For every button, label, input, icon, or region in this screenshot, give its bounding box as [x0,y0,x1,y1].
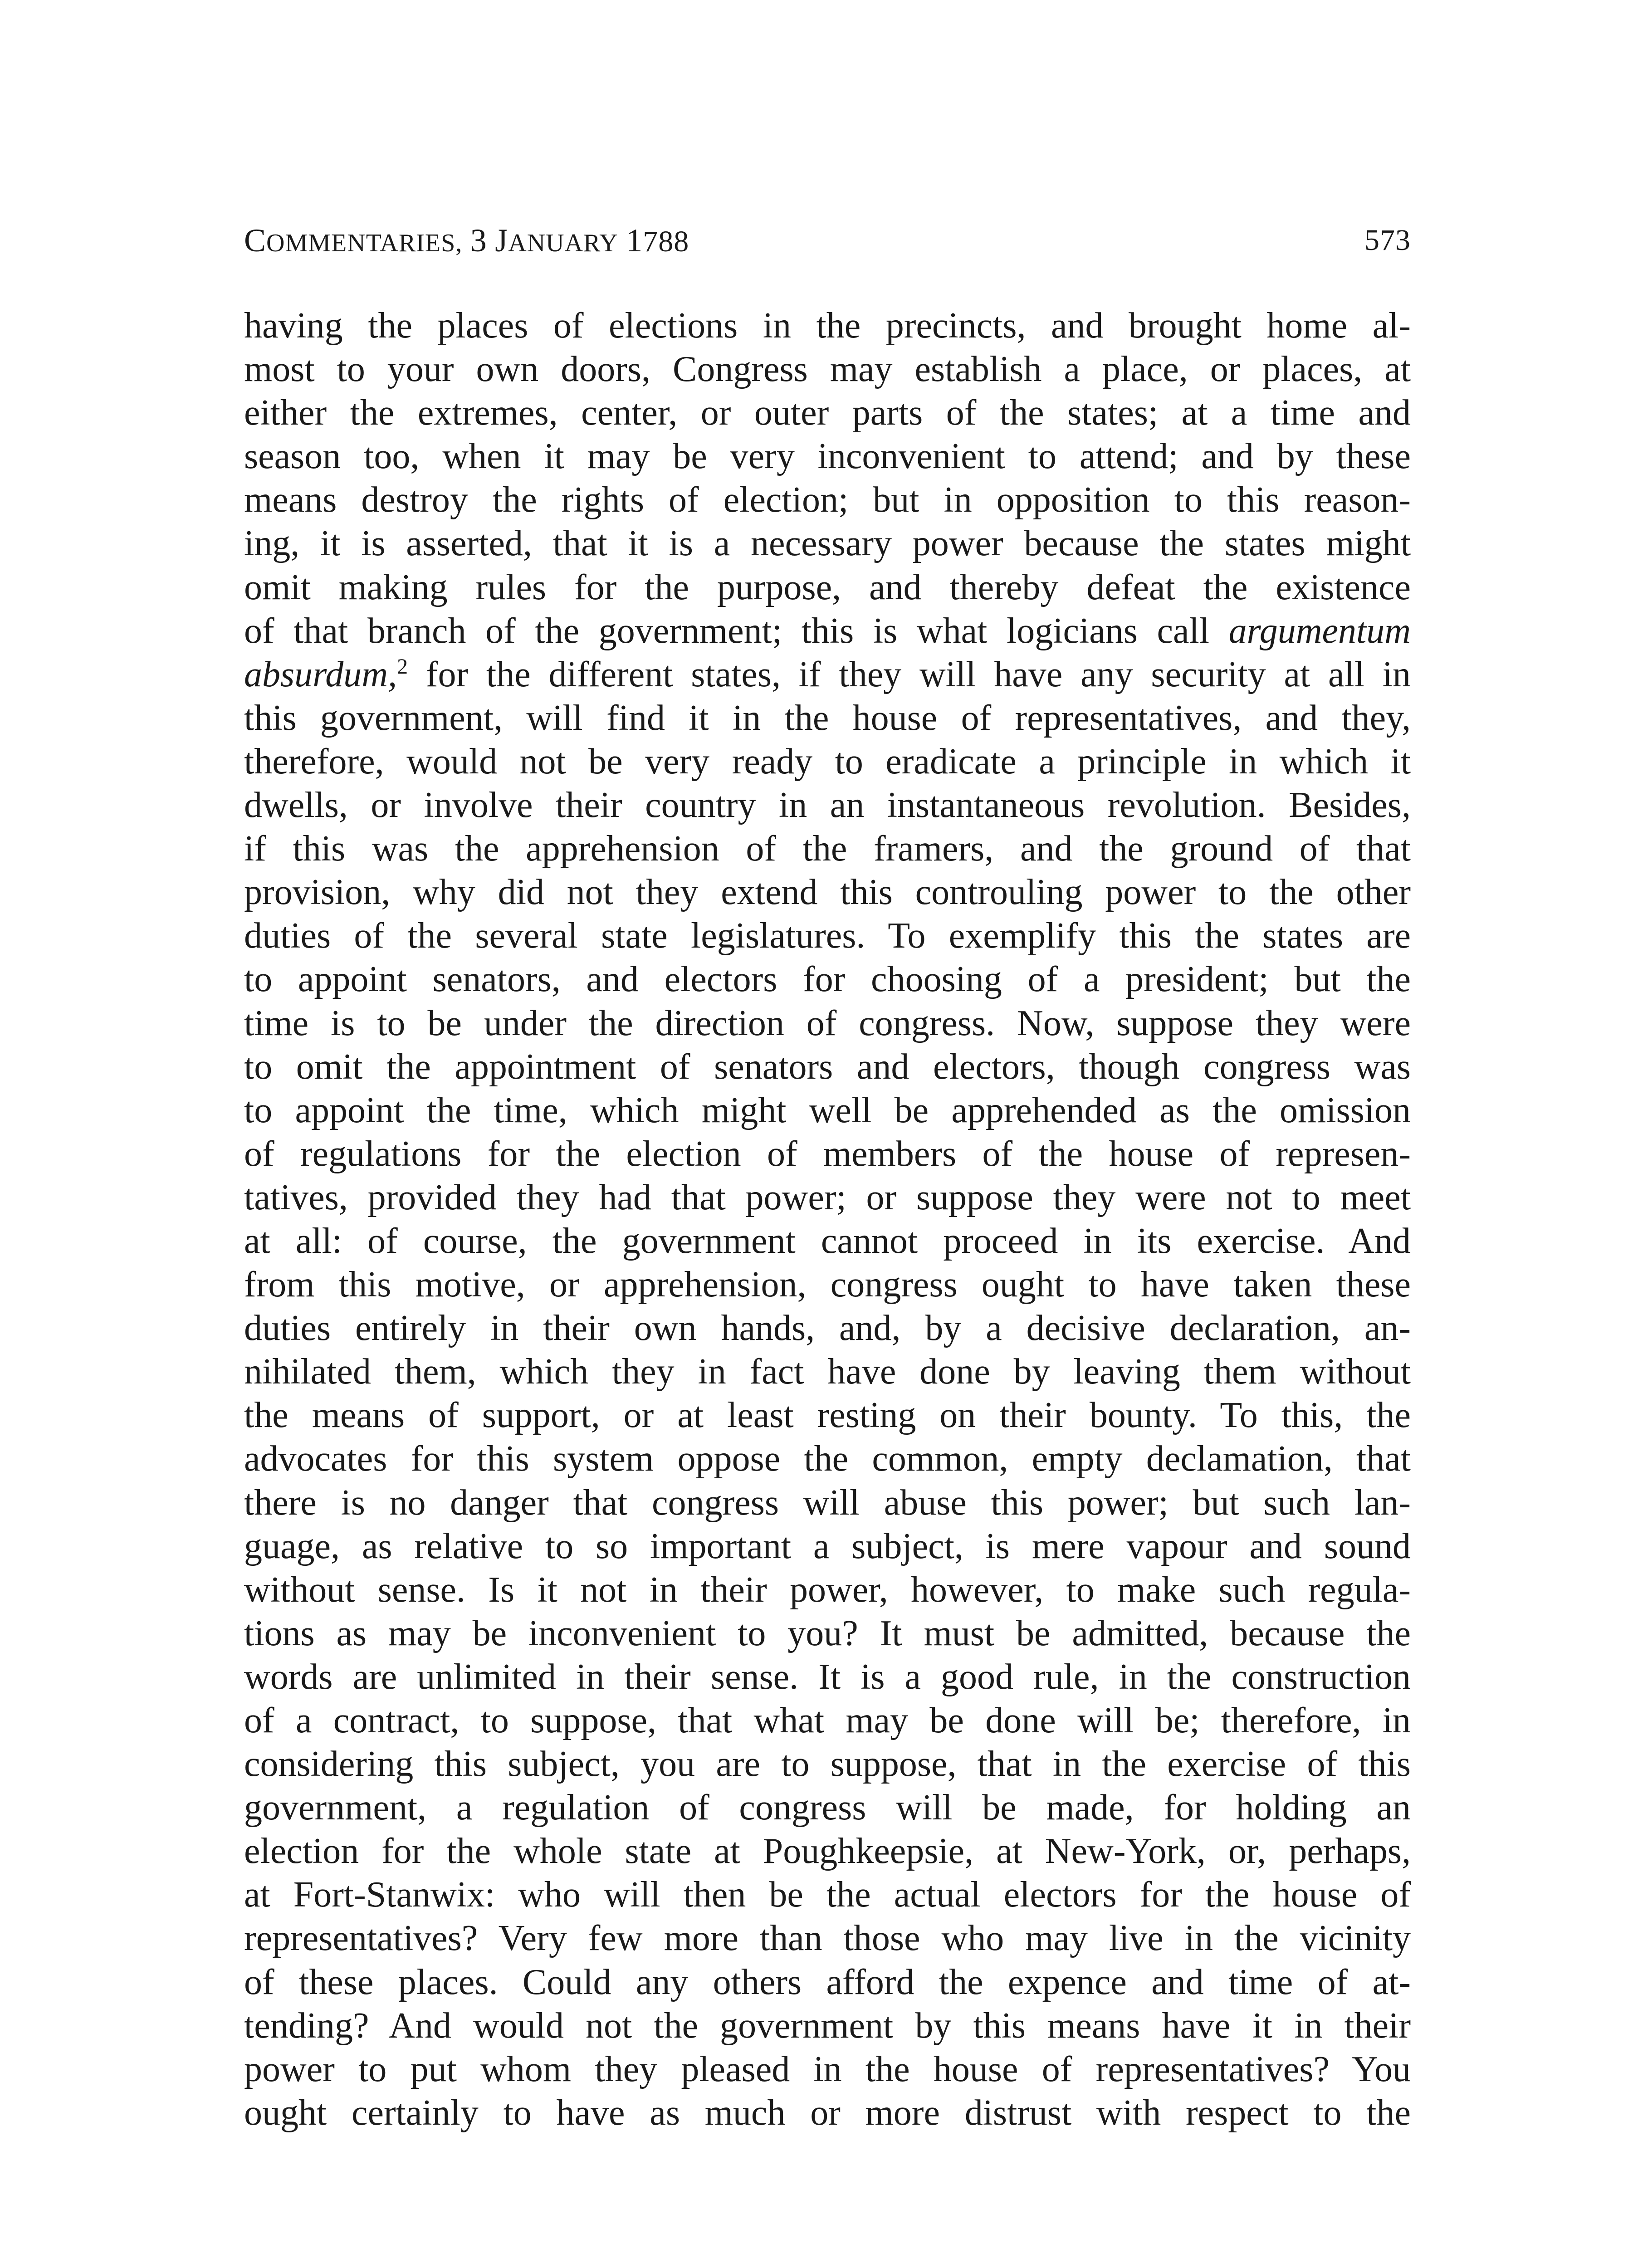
text-line: season too, when it may be very inconvenient to attend; and by these [244,436,1411,477]
text-line: provision, why did not they extend this controuling power to the other [244,872,1411,913]
text-line: ought certainly to have as much or more distrust with respect to the [244,2092,1411,2133]
text-line: tions as may be inconvenient to you? It must be admitted, because the [244,1613,1411,1653]
text-line: election for the whole state at Poughkeepsie, at New-York, or, perhaps, [244,1831,1411,1872]
text-line: power to put whom they pleased in the house of representatives? You [244,2049,1411,2089]
body-text [244,304,1411,2135]
text-line [244,609,1411,653]
text-line: there is no danger that congress will abuse this power; but such lan- [244,1482,1411,1523]
text-line: having the places of elections in the precincts, and brought home al- [244,306,1411,346]
text-line: of regulations for the election of members of the house of represen- [244,1134,1411,1174]
text-line: from this motive, or apprehension, congress ought to have taken these [244,1265,1411,1305]
page-number: 573 [1364,224,1411,257]
text-line: representatives? Very few more than those who may live in the vicinity [244,1918,1411,1959]
text-line: to appoint senators, and electors for choosing of a president; but the [244,959,1411,1000]
text-line: at all: of course, the government cannot proceed in its exercise. And [244,1221,1411,1261]
text-line: without sense. Is it not in their power, however, to make such regula- [244,1569,1411,1610]
text-line: words are unlimited in their sense. It is a good rule, in the construction [244,1657,1411,1697]
text-line: at Fort-Stanwix: who will then be the actual electors for the house of [244,1875,1411,1915]
text-line: to omit the appointment of senators and electors, though congress was [244,1046,1411,1087]
text-segment: of that branch of the government; this is what logicians call [244,611,1209,651]
text-line: means destroy the rights of election; but in opposition to this reason- [244,480,1411,520]
text-line: if this was the apprehension of the framers, and the ground of that [244,829,1411,869]
text-line: most to your own doors, Congress may establish a place, or places, at [244,349,1411,390]
text-line: either the extremes, center, or outer parts of the states; at a time and [244,393,1411,433]
text-line: time is to be under the direction of congress. Now, suppose they were [244,1003,1411,1043]
text-line: dwells, or involve their country in an instantaneous revolution. Besides, [244,785,1411,826]
text-line: guage, as relative to so important a subject, is mere vapour and sound [244,1526,1411,1566]
text-line: of these places. Could any others afford the expence and time of at- [244,1962,1411,2002]
italic-term: argumentum [1228,611,1411,651]
text-line: the means of support, or at least resting on their bounty. To this, the [244,1395,1411,1436]
text-segment: for the different states, if they will have any security at all in [425,654,1411,694]
running-head-title-text: COMMENTARIES, 3 JANUARY 1788 [244,222,689,259]
text-line: government, a regulation of congress will be made, for holding an [244,1788,1411,1828]
text-line: nihilated them, which they in fact have done by leaving them without [244,1352,1411,1392]
text-line: advocates for this system oppose the common, empty declamation, that [244,1439,1411,1479]
running-head [244,218,1411,263]
text-line: of a contract, to suppose, that what may be done will be; therefore, in [244,1701,1411,1740]
text-line: omit making rules for the purpose, and thereby defeat the existence [244,567,1411,607]
text-line: tatives, provided they had that power; or suppose they were not to meet [244,1177,1411,1217]
text-line: this government, will find it in the house of representatives, and they, [244,698,1411,738]
text-line: ing, it is asserted, that it is a necessary power because the states might [244,523,1411,564]
text-line: considering this subject, you are to suppose, that in the exercise of this [244,1744,1411,1784]
text-line [244,653,1411,696]
text-line: to appoint the time, which might well be apprehended as the omission [244,1090,1411,1130]
text-line: tending? And would not the government by this means have it in their [244,2005,1411,2046]
running-head-title [244,218,689,266]
text-line: therefore, would not be very ready to eradicate a principle in which it [244,741,1411,782]
text-line: duties of the several state legislatures. To exemplify this the states are [244,916,1411,956]
italic-term: absurdum, [244,654,397,694]
footnote-reference: 2 [397,654,408,679]
text-line: duties entirely in their own hands, and, by a decisive declaration, an- [244,1308,1411,1349]
